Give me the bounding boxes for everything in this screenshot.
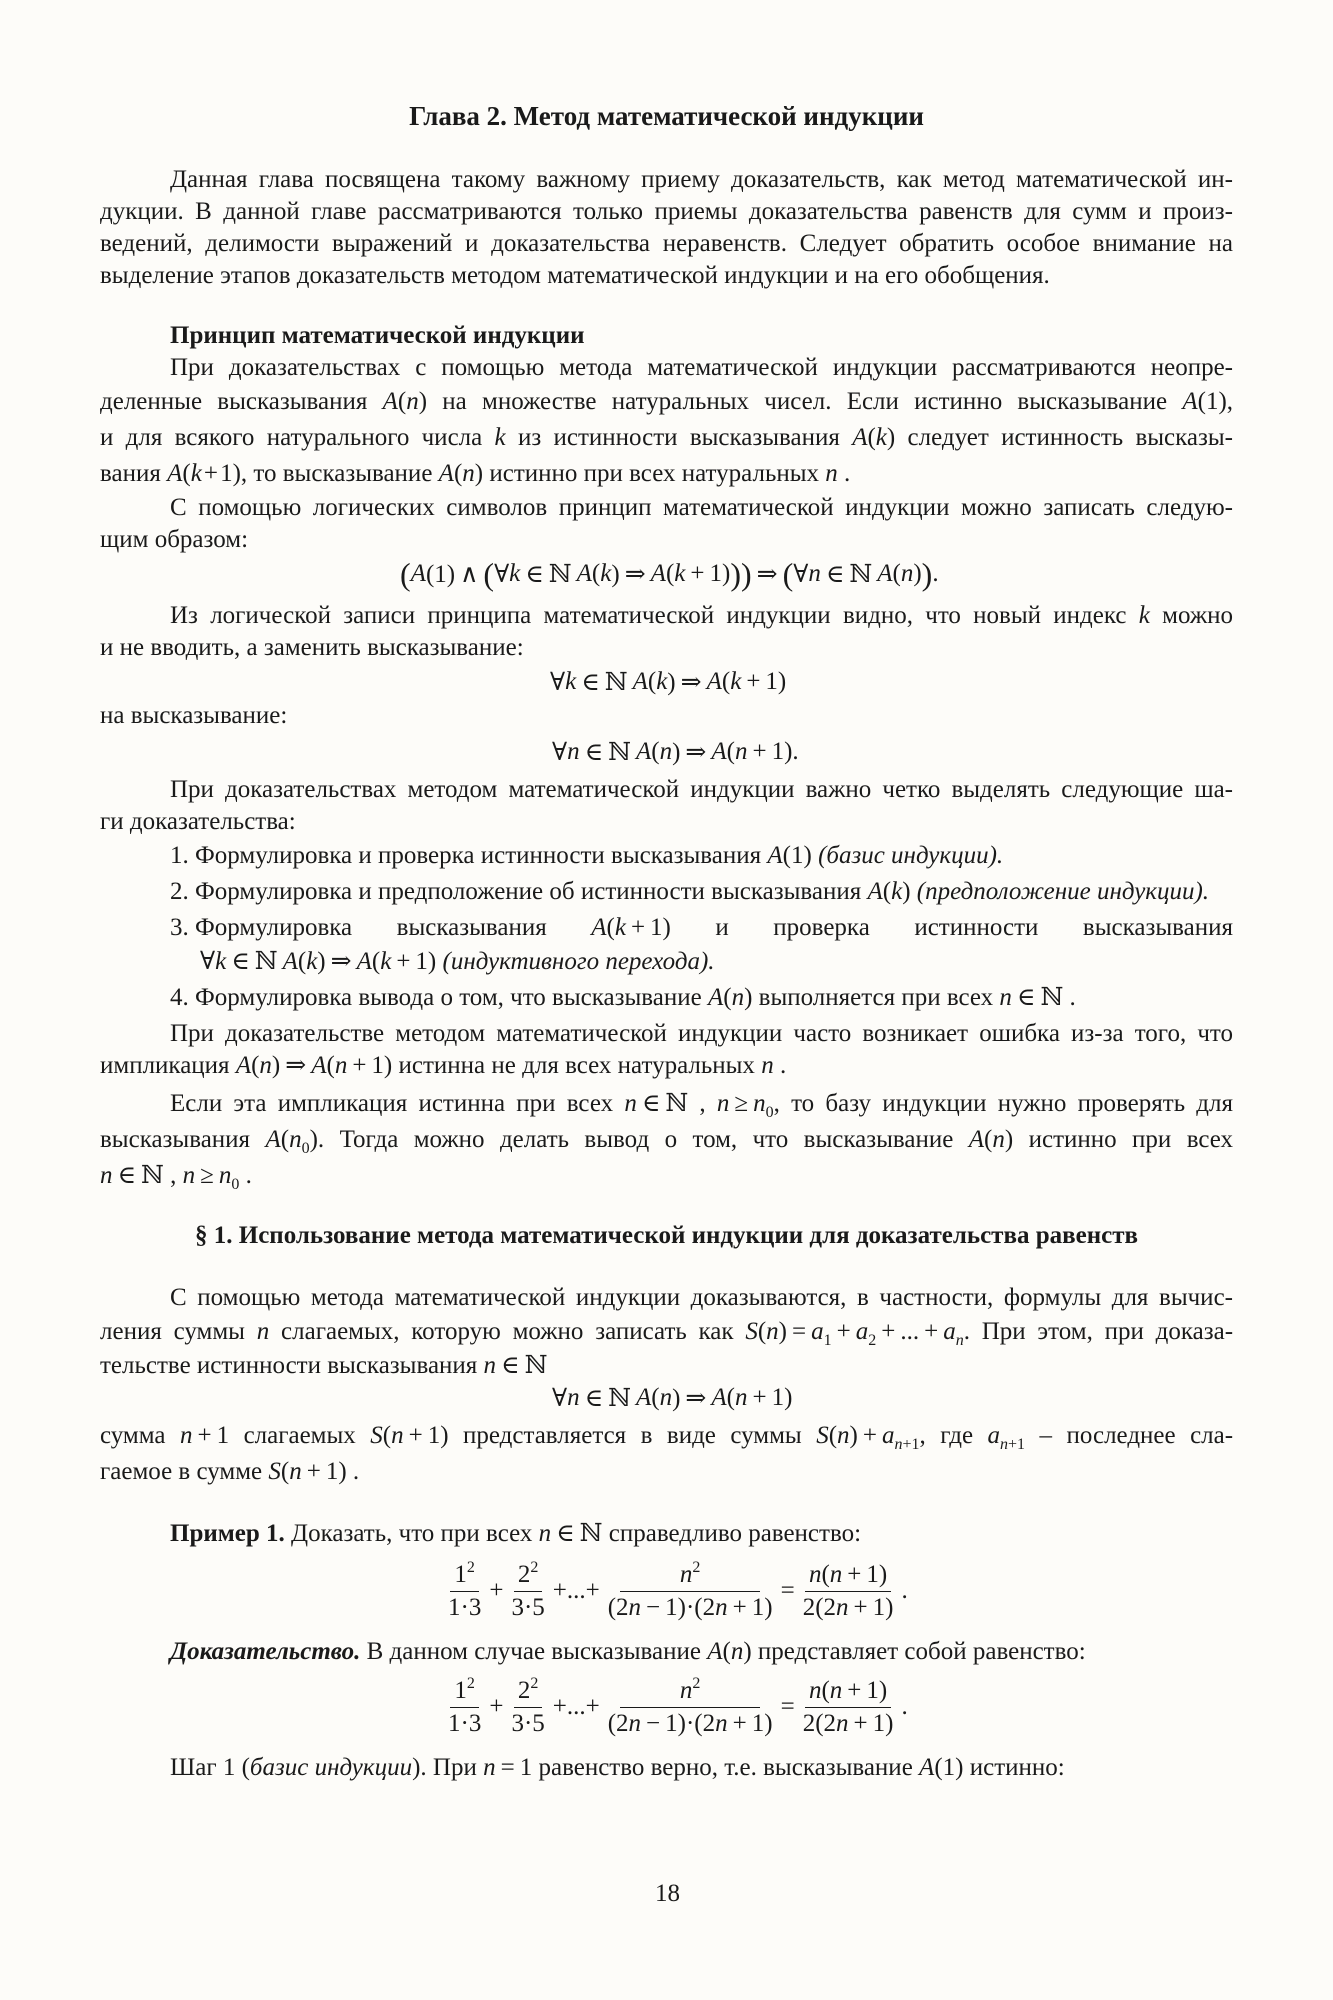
principle-p1-line-3: и для всякого натурального числа k из истинности высказывания A(k) следует истинность высказы- — [100, 424, 1233, 451]
after-p5-line-1: При доказательстве методом математической индукции часто возникает ошибка из-за того, что — [170, 1020, 1233, 1047]
step-3-line-1: 3. Формулировка высказывания A(k + 1) и проверка истинности высказывания — [170, 914, 1233, 941]
after-p6-line-3: n ∈ ℕ , $n \ge n_0$ . — [100, 1162, 252, 1193]
principle-p3-line-1: Из логической записи принципа математической индукции видно, что новый индекс k можно — [170, 602, 1233, 629]
section-p2-line-2: гаемое в сумме S(n + 1) . — [100, 1458, 360, 1485]
section-p1-line-3: тельстве истинности высказывания n ∈ ℕ — [100, 1352, 548, 1379]
section-p2-line-1: сумма n + 1 слагаемых S(n + 1) представляется в виде суммы $S(n) + a_{n+1}$, где $a_{n+1}$ – последнее сла- — [100, 1422, 1234, 1453]
principle-p1-line-4: вания A(k + 1), то высказывание A(n) истинно при всех натуральных n . — [100, 460, 851, 487]
page-number: 18 — [655, 1880, 680, 1907]
principle-heading: Принцип математической индукции — [170, 322, 585, 349]
principle-p3-line-2: и не вводить, а заменить высказывание: — [100, 634, 524, 661]
intro-line-4: выделение этапов доказательств методом математической индукции и на его обобщения. — [100, 262, 1050, 289]
formula-n-implication-2: ∀ n ∈ ℕ A ( n ) ⇒ A ( n + 1) — [552, 1384, 793, 1412]
principle-p2-line-1: С помощью логических символов принцип математической индукции можно записать следую- — [170, 494, 1233, 521]
section-p1-line-1: С помощью метода математической индукции доказываются, в частности, формулы для вычис- — [170, 1284, 1233, 1311]
after-p5-line-2: импликация A(n) ⇒ A(n + 1) истинна не для всех натуральных n . — [100, 1052, 787, 1079]
principle-p2-line-2: щим образом: — [100, 526, 249, 553]
step-2: 2. Формулировка и предположение об истинности высказывания A(k) (предположение индукции). — [170, 878, 1210, 905]
intro-line-1: Данная глава посвящена такому важному приему доказательств, как метод математической ин- — [170, 166, 1233, 193]
after-p6-line-1: Если эта импликация истинна при всех n ∈ ℕ , $n \ge n_0$, то базу индукции нужно проверять для — [170, 1090, 1233, 1121]
step-3-line-2: ∀k ∈ ℕ A(k) ⇒ A(k + 1) (индуктивного перехода). — [200, 948, 715, 975]
intro-line-3: ведений, делимости выражений и доказательства неравенств. Следует обратить особое внимание на — [100, 230, 1233, 257]
section-heading: § 1. Использование метода математической индукции для доказательства равенств — [195, 1222, 1138, 1249]
chapter-title: Глава 2. Метод математической индукции — [409, 101, 924, 131]
formula-n-implication: ∀ n ∈ ℕ A ( n ) ⇒ A ( n + 1). — [552, 738, 799, 766]
formula-example-equality: $\frac{1^2}{1\cdot 3}$ + $\frac{2^2}{3\cdot 5}$ +...+ $\frac{n^2}{(2n - 1)\cdot(2n + 1)}$ = $\frac{n(n + 1)}{2(2n + 1)}$ . — [448, 1558, 908, 1621]
principle-p1-line-2: деленные высказывания A(n) на множестве натуральных чисел. Если истинно высказывание A(1), — [100, 388, 1234, 415]
section-p1-line-2: ления суммы n слагаемых, которую можно записать как $S(n) = a_1 + a_2$ + ... + $a_n$. При этом, при доказа- — [100, 1318, 1234, 1349]
formula-k-implication: ∀ k ∈ ℕ A ( k ) ⇒ A ( k + 1) — [550, 668, 787, 696]
proof-step-1: Шаг 1 (базис индукции). При n = 1 равенство верно, т.е. высказывание A(1) истинно: — [170, 1754, 1065, 1781]
step-1: 1. Формулировка и проверка истинности высказывания A(1) (базис индукции). — [170, 842, 1004, 869]
principle-p4-line-1: При доказательствах методом математической индукции важно четко выделять следующие ша- — [170, 776, 1233, 803]
intro-line-2: дукции. В данной главе рассматриваются только приемы доказательства равенств для сумм и произ- — [100, 198, 1233, 225]
example-1-statement: Пример 1. Доказать, что при всех n ∈ ℕ справедливо равенство: — [170, 1520, 862, 1547]
formula-proof-equality: $\frac{1^2}{1\cdot 3}$ + $\frac{2^2}{3\cdot 5}$ +...+ $\frac{n^2}{(2n - 1)\cdot(2n + 1)}$ = $\frac{n(n + 1)}{2(2n + 1)}$ . — [448, 1674, 908, 1737]
after-p6-line-2: высказывания $A(n_0)$. Тогда можно делать вывод о том, что высказывание A(n) истинно при всех — [100, 1126, 1234, 1157]
proof-statement: Доказательство. В данном случае высказывание A(n) представляет собой равенство: — [170, 1638, 1086, 1665]
formula-induction-principle: ( A (1) ∧ ( ∀ k ∈ ℕ A ( k ) ⇒ A ( k + 1) )) ⇒ ( ∀ n ∈ ℕ A ( n ) ) . — [400, 555, 939, 592]
principle-p1-line-1: При доказательствах с помощью метода математической индукции рассматриваются неопре- — [170, 354, 1233, 381]
principle-p4-line-2: ги доказательства: — [100, 808, 296, 835]
step-4: 4. Формулировка вывода о том, что высказывание A(n) выполняется при всех n ∈ ℕ . — [170, 984, 1076, 1011]
principle-p3-line-3: на высказывание: — [100, 702, 288, 729]
